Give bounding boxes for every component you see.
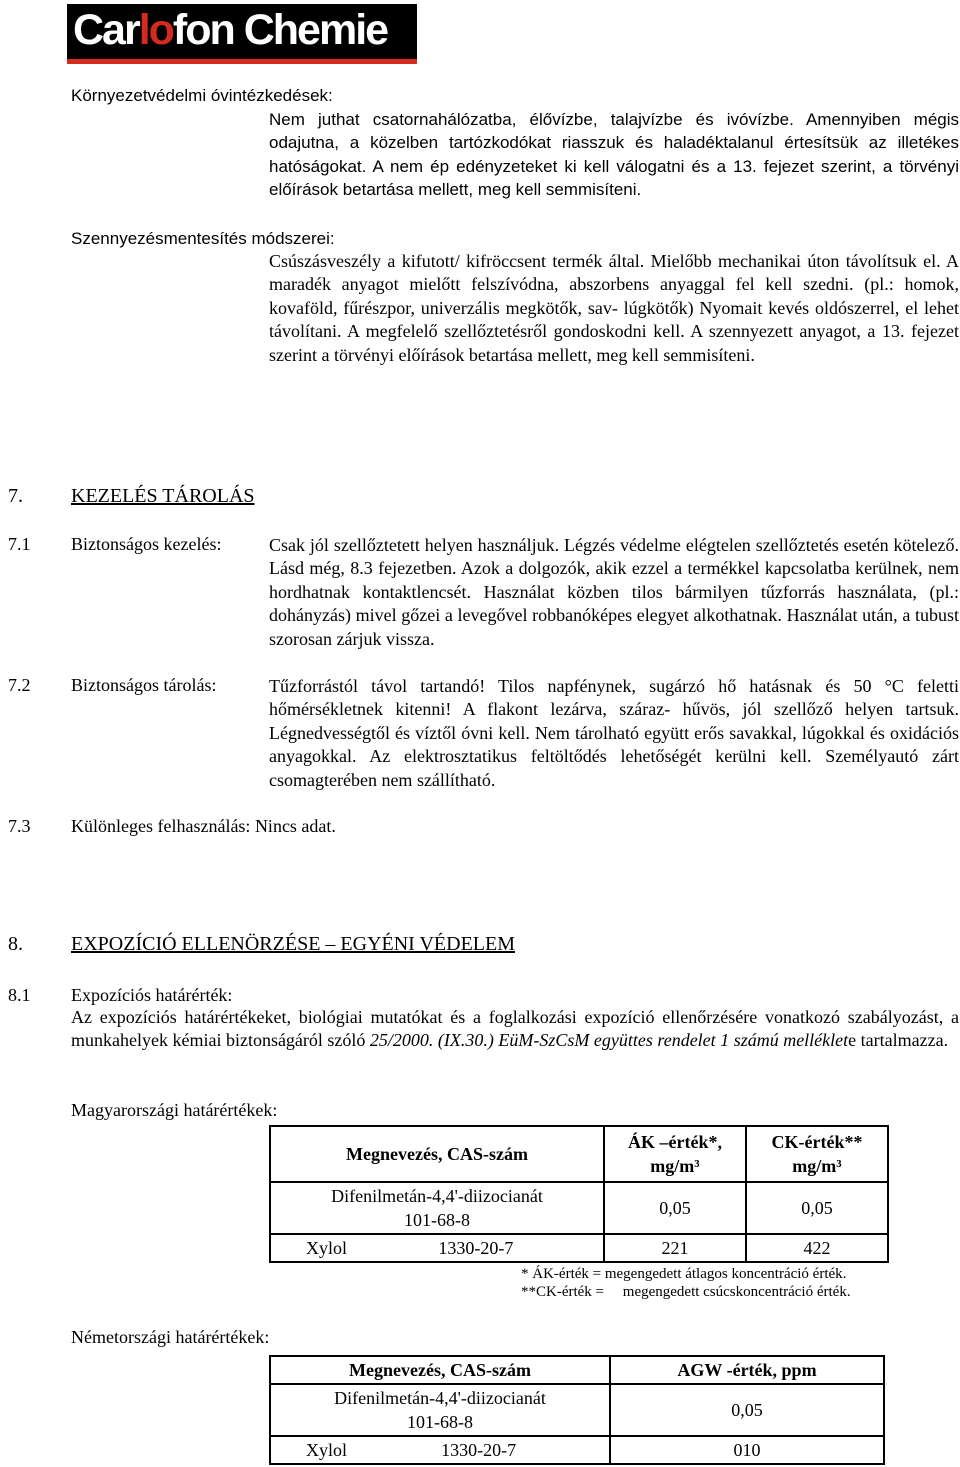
hu-row1-ck: 0,05 [746,1182,888,1234]
hu-row2-cas: 1330-20-7 [428,1234,604,1262]
de-limits-heading: Németországi határértékek: [71,1327,270,1347]
section-8-number: 8. [8,933,23,955]
table-row [270,1182,888,1234]
s71-label: Biztonságos kezelés: [71,534,222,554]
s72-label: Biztonságos tárolás: [71,675,217,695]
s73-line: Különleges felhasználás: Nincs adat. [71,816,336,836]
cleanup-heading: Szennyezésmentesítés módszerei: [71,229,335,248]
s72-number: 7.2 [8,675,31,695]
table-header-row [270,1126,888,1182]
hu-header-name: Megnevezés, CAS-szám [270,1126,604,1182]
de-row2-cas: 1330-20-7 [429,1436,610,1464]
s81-label: Expozíciós határérték: [71,985,233,1005]
de-row2-agw: 010 [610,1436,884,1464]
section-7-title: KEZELÉS TÁROLÁS [71,485,255,507]
hu-row1-ak: 0,05 [604,1182,746,1234]
s81-number: 8.1 [8,985,31,1005]
hu-header-ak: ÁK –érték*, mg/m³ [604,1126,746,1182]
hu-note-ck: **CK-érték = megengedett csúcskoncentráció érték. [521,1284,851,1300]
table-row [270,1384,884,1436]
hu-header-ck: CK-érték** mg/m³ [746,1126,888,1182]
de-header-agw: AGW -érték, ppm [610,1356,884,1384]
hu-row1-name: Difenilmetán-4,4'-diizocianát 101-68-8 [270,1182,604,1234]
section-7-number: 7. [8,485,23,507]
env-text: Nem juthat csatornahálózatba, élővízbe, talajvízbe és ivóvízbe. Amennyiben mégis odajutna, a közelben tartózkodókat riasszuk és haladéktalanul értesítsük az illetékes hatóságokat. A nem ép edényzeteket ki kell válogatni és a 13. fejezet szerint, a törvényi előírások betartása mellett, meg kell semmisíteni. [269,110,959,200]
s71-number: 7.1 [8,534,31,554]
hu-row2-ak: 221 [604,1234,746,1262]
hu-note-ak: * ÁK-érték = megengedett átlagos koncentráció érték. [521,1266,847,1282]
s81-text: Az expozíciós határértékeket, biológiai mutatókat és a foglalkozási expozíció ellenőrzésére vonatkozó szabályozást, a munkahelyek kémiai biztonságáról szóló 25/2000. (IX.30.) EüM-SzCsM együttes rendelet 1 számú melléklete tartalmazza. [71,1007,959,1051]
table-row [270,1234,888,1262]
s73-number: 7.3 [8,816,31,836]
de-row1-agw: 0,05 [610,1384,884,1436]
table-row [270,1436,884,1464]
logo-text: Carlofon Chemie [73,6,388,54]
s71-text: Csak jól szellőztetett helyen használjuk. Légzés védelme elégtelen szellőztetés esetén kötelező. Lásd még, 8.3 fejezetben. Azok a dolgozók, akik ezzel a termékkel kapcsolatba kerülnek, nem hordhatnak kontaktlencsét. Használat közben tilos bármilyen tűzforrás használata, (pl.: dohányzás) mivel gőzei a levegővel robbanóképes elegyet alkothatnak. Használat után, a tubust szorosan zárjuk vissza. [269,535,959,649]
section-8-title: EXPOZÍCIÓ ELLENÖRZÉSE – EGYÉNI VÉDELEM [71,933,516,955]
hu-row2-ck: 422 [746,1234,888,1262]
company-logo [67,4,417,64]
de-row2-name: Xylol [270,1436,429,1464]
cleanup-text: Csúszásveszély a kifutott/ kifröccsent termék által. Mielőbb mechanikai úton távolítsuk el. A maradék anyagot mielőtt felszívódna, abszorbens anyaggal fel kell szedni. (pl.: homok, kovaföld, fűrészpor, univerzális megkötők, sav- lúgkötők) Nyomait kevés oldószerrel, el lehet távolítani. A megfelelő szellőztetésről gondoskodni kell. A szennyezett anyagot, a 13. fejezet szerint a törvényi előírások betartása mellett, meg kell semmisíteni. [269,251,959,365]
hu-row2-name: Xylol [270,1234,428,1262]
de-row1-name: Difenilmetán-4,4'-diizocianát 101-68-8 [270,1384,610,1436]
table-header-row [270,1356,884,1384]
hu-limits-table [269,1125,889,1263]
env-heading: Környezetvédelmi óvintézkedések: [71,86,333,105]
hu-limits-heading: Magyarországi határértékek: [71,1100,278,1120]
de-header-name: Megnevezés, CAS-szám [270,1356,610,1384]
s72-text: Tűzforrástól távol tartandó! Tilos napfénynek, sugárzó hő hatásnak és 50 °C feletti hőmérsékletnek kitenni! A flakont lezárva, száraz- hűvös, jól szellőző helyen tartsuk. Légnedvességtől és víztől óvni kell. Nem tárolható együtt erős savakkal, lúgokkal és oxidációs anyagokkal. Az elektrosztatikus feltöltődés lehetőségét kerülni kell. Személyautó zárt csomagterében nem szállítható. [269,676,959,790]
de-limits-table [269,1355,885,1465]
